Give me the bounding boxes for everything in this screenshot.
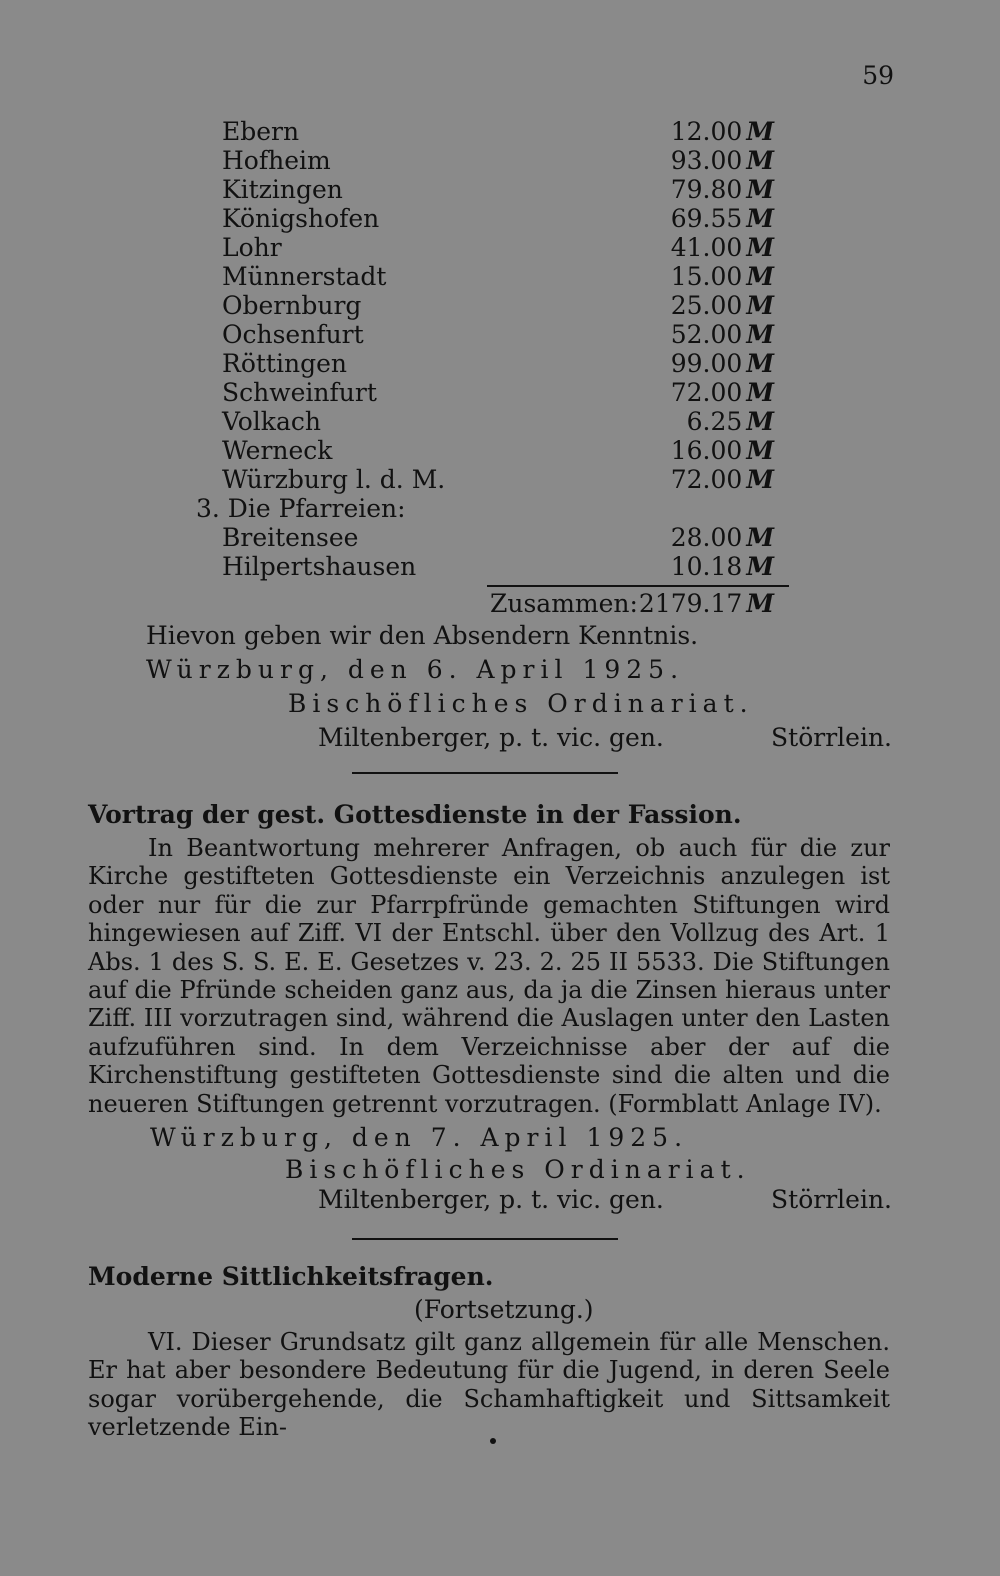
place-name: Kitzingen [222,175,343,204]
section-divider [352,1238,618,1240]
office-line: Bischöfliches Ordinariat. [288,689,754,718]
signature-left: Miltenberger, p. t. vic. gen. [318,723,664,752]
parish-amount: 28.00 M [670,523,774,552]
place-amount: 52.00 M [670,320,774,349]
ink-dot [490,1438,496,1444]
date-line: Würzburg, den 7. April 1925. [150,1123,689,1152]
signature-left: Miltenberger, p. t. vic. gen. [318,1185,664,1214]
sum-rule [487,585,789,587]
place-name: Ochsenfurt [222,320,364,349]
date-line: Würzburg, den 6. April 1925. [146,655,685,684]
section-heading: Vortrag der gest. Gottesdienste in der Fassion. [88,800,742,829]
place-name: Volkach [222,407,321,436]
place-amount: 6.25 M [686,407,774,436]
place-name: Münnerstadt [222,262,387,291]
total-label: Zusammen: [490,589,638,618]
place-amount: 12.00 M [670,117,774,146]
place-amount: 25.00 M [670,291,774,320]
place-name: Hofheim [222,146,331,175]
place-name: Ebern [222,117,300,146]
page-number: 59 [862,61,894,90]
section-divider [352,772,618,774]
notice-text: Hievon geben wir den Absendern Kenntnis. [146,621,699,650]
place-name: Königshofen [222,204,380,233]
place-amount: 93.00 M [670,146,774,175]
body-paragraph: In Beantwortung mehrerer Anfragen, ob auch für die zur Kirche gestifteten Gottesdienste ein Verzeichnis anzulegen ist oder nur für die zur Pfarrpfründe gemachten Stiftungen wird hingewiesen auf Ziff. VI der Entschl. über den Vollzug des Art. 1 Abs. 1 des S. S. E. E. Gesetzes v. 23. 2. 25 II 5533. Die Stiftungen auf die Pfründe scheiden ganz aus, da ja die Zinsen hieraus unter Ziff. III vorzutragen sind, während die Auslagen unter den Lasten aufzuführen sind. In dem Verzeichnisse aber der auf die Kirchenstiftung gestifteten Gottesdienste sind die alten und die neueren Stiftungen getrennt vorzutragen. (Formblatt Anlage IV). [88,834,890,1118]
body-paragraph: VI. Dieser Grundsatz gilt ganz allgemein für alle Menschen. Er hat aber besondere Bedeutung für die Jugend, in deren Seele sogar vorübergehende, die Schamhaftigkeit und Sittsamkeit verletzende Ein- [88,1328,890,1442]
parish-name: Hilpertshausen [222,552,417,581]
place-amount: 16.00 M [670,436,774,465]
place-amount: 69.55 M [670,204,774,233]
parish-amount: 10.18 M [670,552,774,581]
place-amount: 41.00 M [670,233,774,262]
place-name: Schweinfurt [222,378,377,407]
place-name: Lohr [222,233,282,262]
place-name: Würzburg l. d. M. [222,465,446,494]
place-name: Obernburg [222,291,362,320]
signature-right: Störrlein. [771,723,892,752]
office-line: Bischöfliches Ordinariat. [285,1155,751,1184]
place-amount: 15.00 M [670,262,774,291]
place-name: Röttingen [222,349,347,378]
signature-right: Störrlein. [771,1185,892,1214]
section-label: 3. Die Pfarreien: [196,494,406,523]
place-amount: 79.80 M [670,175,774,204]
continuation-note: (Fortsetzung.) [414,1295,594,1324]
total-amount: 2179.17 M [638,589,774,618]
section-heading: Moderne Sittlichkeitsfragen. [88,1262,494,1291]
parish-name: Breitensee [222,523,359,552]
place-amount: 99.00 M [670,349,774,378]
place-name: Werneck [222,436,333,465]
place-amount: 72.00 M [670,378,774,407]
place-amount: 72.00 M [670,465,774,494]
